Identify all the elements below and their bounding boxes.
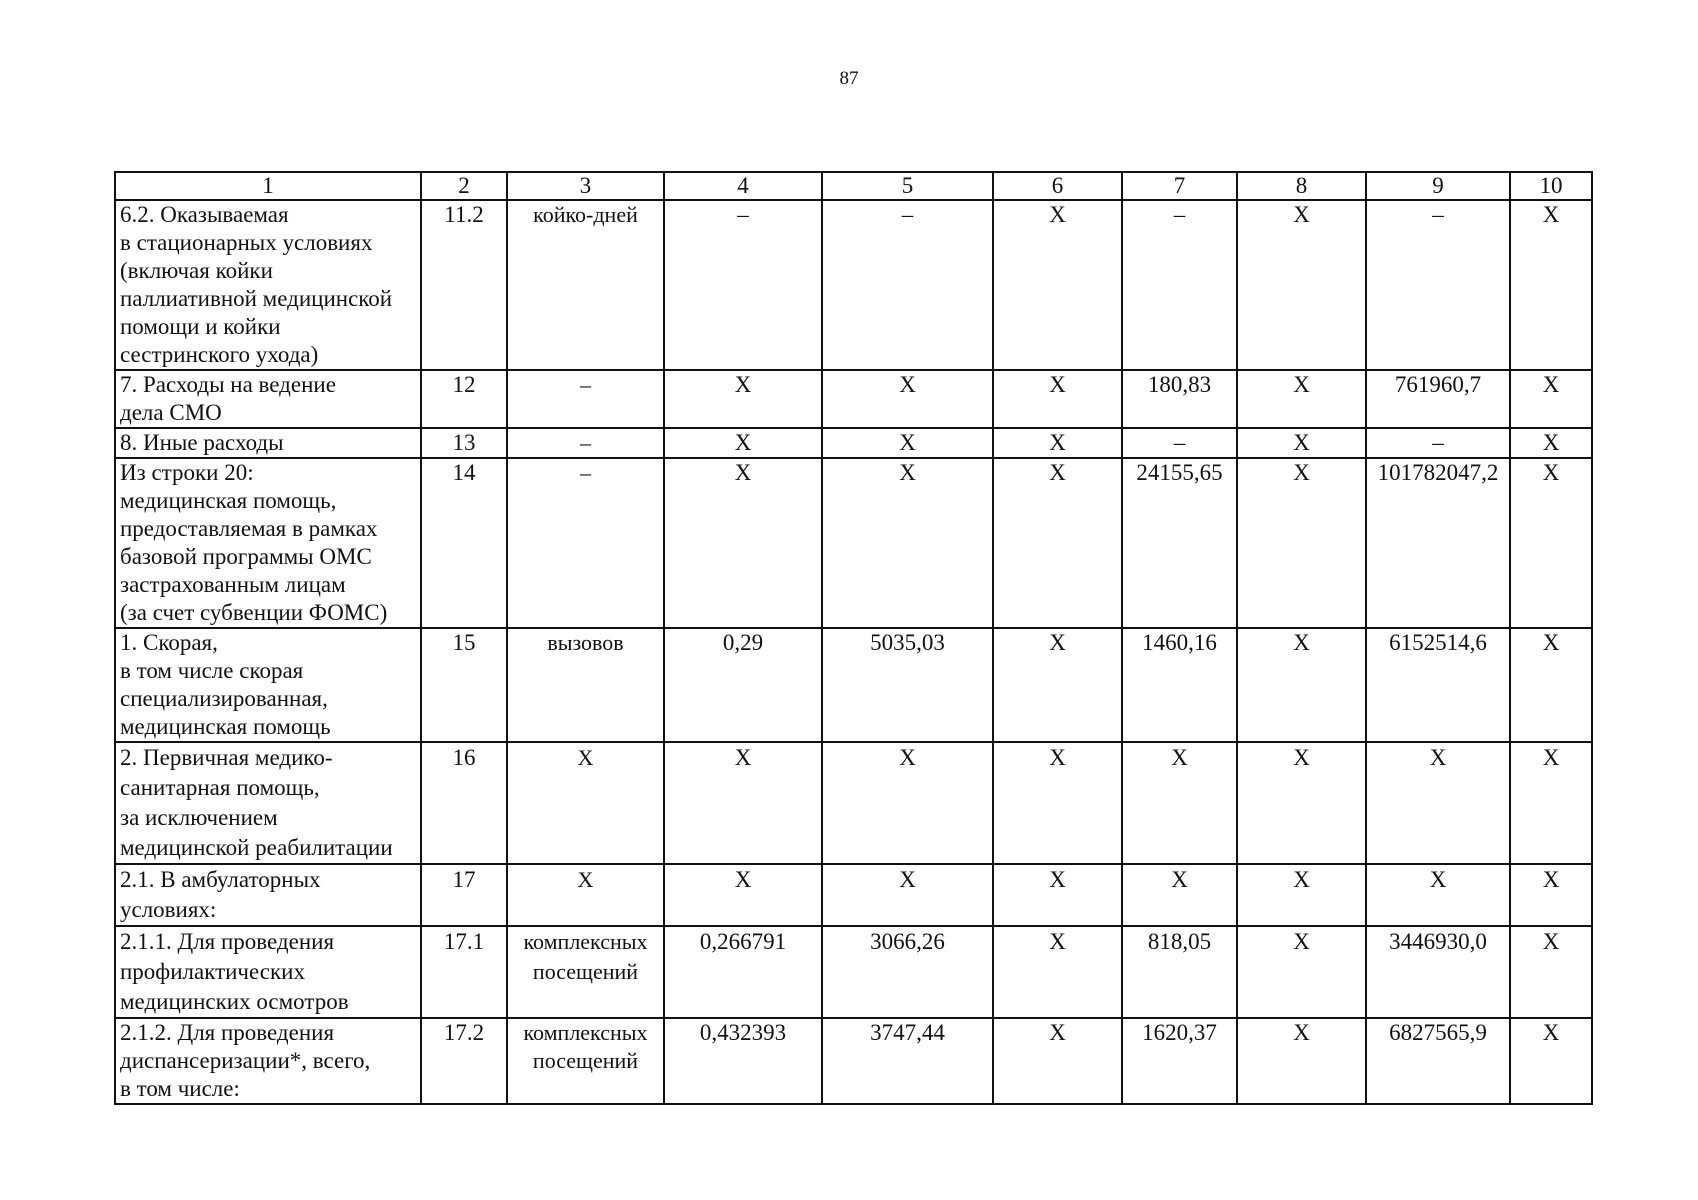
value-cell: – <box>1366 428 1510 458</box>
unit-cell: – <box>507 458 664 628</box>
line-number-cell: 11.2 <box>421 200 507 370</box>
column-header: 5 <box>822 172 993 200</box>
unit-cell: – <box>507 428 664 458</box>
row-name-cell: 2.1.2. Для проведения диспансеризации*, всего, в том числе: <box>115 1018 421 1104</box>
value-cell: Х <box>1510 864 1592 926</box>
row-name-cell: 2. Первичная медико- санитарная помощь, за исключением медицинской реабилитации <box>115 742 421 864</box>
value-cell: Х <box>1237 370 1366 428</box>
row-name-cell: Из строки 20: медицинская помощь, предоставляемая в рамках базовой программы ОМС застрахованным лицам (за счет субвенции ФОМС) <box>115 458 421 628</box>
line-number-cell: 17.2 <box>421 1018 507 1104</box>
value-cell: Х <box>993 742 1122 864</box>
table-row <box>115 428 1592 458</box>
column-header: 1 <box>115 172 421 200</box>
value-cell: Х <box>1237 742 1366 864</box>
value-cell: Х <box>822 370 993 428</box>
value-cell: Х <box>1510 428 1592 458</box>
column-header: 9 <box>1366 172 1510 200</box>
value-cell: 818,05 <box>1122 926 1237 1018</box>
value-cell: Х <box>822 742 993 864</box>
unit-cell: койко-дней <box>507 200 664 370</box>
line-number-cell: 13 <box>421 428 507 458</box>
value-cell: Х <box>993 1018 1122 1104</box>
unit-cell: Х <box>507 742 664 864</box>
line-number-cell: 12 <box>421 370 507 428</box>
table-row <box>115 1018 1592 1104</box>
value-cell: Х <box>1366 864 1510 926</box>
value-cell: Х <box>993 370 1122 428</box>
column-header: 6 <box>993 172 1122 200</box>
row-name-cell: 1. Скорая, в том числе скорая специализированная, медицинская помощь <box>115 628 421 742</box>
line-number-cell: 16 <box>421 742 507 864</box>
value-cell: 1460,16 <box>1122 628 1237 742</box>
value-cell: Х <box>822 458 993 628</box>
value-cell: Х <box>993 926 1122 1018</box>
line-number-cell: 17.1 <box>421 926 507 1018</box>
value-cell: Х <box>1237 458 1366 628</box>
value-cell: – <box>1122 428 1237 458</box>
value-cell: 5035,03 <box>822 628 993 742</box>
value-cell: Х <box>993 458 1122 628</box>
value-cell: 101782047,2 <box>1366 458 1510 628</box>
value-cell: 0,432393 <box>664 1018 822 1104</box>
value-cell: Х <box>993 200 1122 370</box>
value-cell: 761960,7 <box>1366 370 1510 428</box>
value-cell: Х <box>1237 1018 1366 1104</box>
value-cell: Х <box>993 628 1122 742</box>
value-cell: Х <box>1510 628 1592 742</box>
table-row <box>115 926 1592 1018</box>
value-cell: 24155,65 <box>1122 458 1237 628</box>
row-name-cell: 2.1.1. Для проведения профилактических медицинских осмотров <box>115 926 421 1018</box>
table-row <box>115 742 1592 864</box>
value-cell: 3066,26 <box>822 926 993 1018</box>
line-number-cell: 17 <box>421 864 507 926</box>
column-header: 8 <box>1237 172 1366 200</box>
value-cell: 6152514,6 <box>1366 628 1510 742</box>
value-cell: Х <box>993 428 1122 458</box>
row-name-cell: 7. Расходы на ведение дела СМО <box>115 370 421 428</box>
column-header: 7 <box>1122 172 1237 200</box>
value-cell: 3446930,0 <box>1366 926 1510 1018</box>
table-row <box>115 864 1592 926</box>
value-cell: Х <box>1510 1018 1592 1104</box>
value-cell: Х <box>822 864 993 926</box>
table-header-row <box>115 172 1592 200</box>
value-cell: Х <box>664 458 822 628</box>
value-cell: Х <box>1122 864 1237 926</box>
value-cell: Х <box>664 742 822 864</box>
table-row <box>115 370 1592 428</box>
value-cell: Х <box>664 428 822 458</box>
table-row <box>115 458 1592 628</box>
value-cell: Х <box>1237 200 1366 370</box>
value-cell: – <box>822 200 993 370</box>
line-number-cell: 15 <box>421 628 507 742</box>
value-cell: Х <box>993 864 1122 926</box>
value-cell: 180,83 <box>1122 370 1237 428</box>
value-cell: – <box>664 200 822 370</box>
value-cell: Х <box>664 370 822 428</box>
table-row <box>115 628 1592 742</box>
column-header: 3 <box>507 172 664 200</box>
row-name-cell: 2.1. В амбулаторных условиях: <box>115 864 421 926</box>
value-cell: Х <box>1122 742 1237 864</box>
row-name-cell: 8. Иные расходы <box>115 428 421 458</box>
unit-cell: Х <box>507 864 664 926</box>
value-cell: Х <box>1237 864 1366 926</box>
value-cell: 0,29 <box>664 628 822 742</box>
unit-cell: вызовов <box>507 628 664 742</box>
value-cell: – <box>1366 200 1510 370</box>
value-cell: Х <box>1510 200 1592 370</box>
value-cell: Х <box>1510 926 1592 1018</box>
row-name-cell: 6.2. Оказываемая в стационарных условиях (включая койки паллиативной медицинской помощи и койки сестринского ухода) <box>115 200 421 370</box>
value-cell: Х <box>1510 458 1592 628</box>
value-cell: 3747,44 <box>822 1018 993 1104</box>
unit-cell: комплексных посещений <box>507 1018 664 1104</box>
page-number: 87 <box>839 68 859 89</box>
value-cell: 0,266791 <box>664 926 822 1018</box>
value-cell: 1620,37 <box>1122 1018 1237 1104</box>
unit-cell: – <box>507 370 664 428</box>
value-cell: Х <box>664 864 822 926</box>
column-header: 10 <box>1510 172 1592 200</box>
value-cell: Х <box>822 428 993 458</box>
value-cell: Х <box>1366 742 1510 864</box>
column-header: 4 <box>664 172 822 200</box>
value-cell: Х <box>1510 742 1592 864</box>
table-row <box>115 200 1592 370</box>
value-cell: – <box>1122 200 1237 370</box>
value-cell: Х <box>1237 926 1366 1018</box>
value-cell: Х <box>1237 428 1366 458</box>
unit-cell: комплексных посещений <box>507 926 664 1018</box>
value-cell: Х <box>1237 628 1366 742</box>
value-cell: 6827565,9 <box>1366 1018 1510 1104</box>
column-header: 2 <box>421 172 507 200</box>
line-number-cell: 14 <box>421 458 507 628</box>
data-table <box>114 171 1593 1105</box>
value-cell: Х <box>1510 370 1592 428</box>
